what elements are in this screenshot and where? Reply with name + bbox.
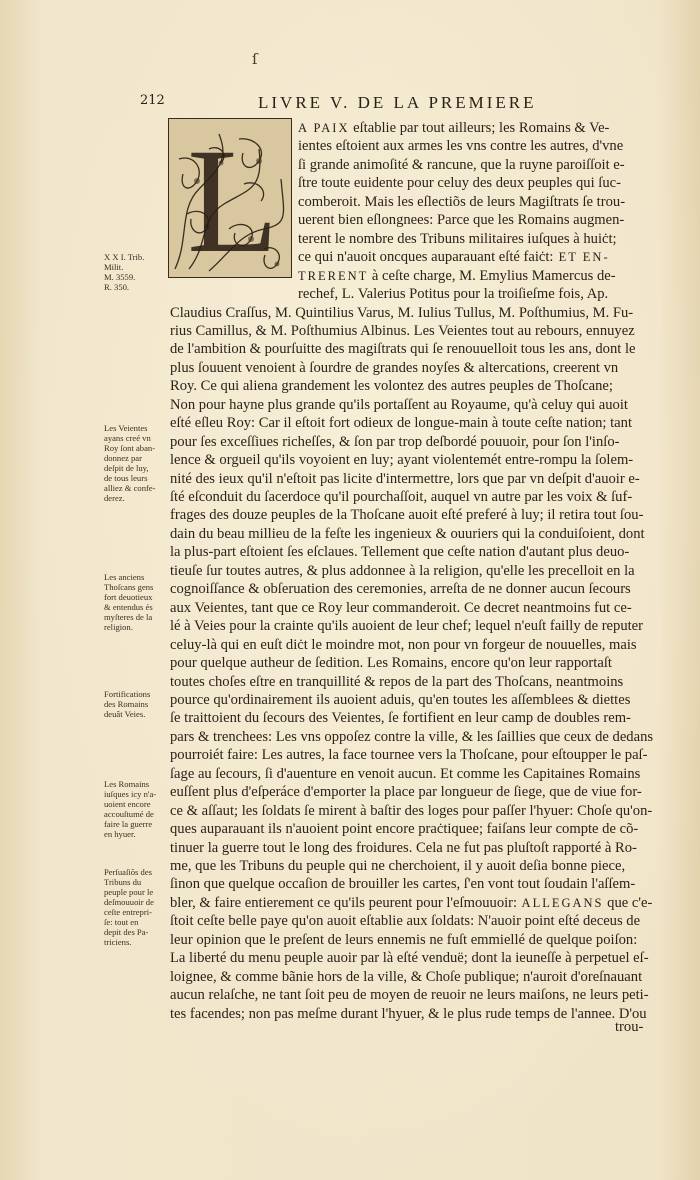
margin-note [104, 689, 150, 719]
text-line [298, 137, 636, 155]
text-line [170, 949, 649, 967]
line-text: leur opinion que le preſent de leurs ennemis ne fuſt emmiellé de quelque poiſon: [170, 931, 638, 948]
margin-note-line: Les Veientes [104, 423, 148, 433]
text-line [170, 636, 636, 654]
line-text: eſté eſleu Roy: Car il eſtoit fort odieux de longue-main à toute ceſte nation; tant [170, 415, 632, 432]
text-line [170, 875, 636, 893]
text-line [170, 340, 636, 358]
text-line [170, 709, 636, 727]
text-line [170, 912, 641, 930]
line-text: me, que les Tribuns du peuple qui ne cherchoient, il y auoit deſia bonne piece, [170, 858, 626, 874]
line-text: ſté eſconduit du ſacerdoce qu'il pourchaſſoit, auquel vn autre par les voix & ſuf- [170, 489, 633, 505]
margin-note [104, 252, 144, 292]
margin-note-line: de tous leurs [104, 473, 148, 483]
text-line [170, 802, 653, 820]
text-line [170, 820, 639, 838]
line-text: ſe traittoient du ſecours des Veientes, ſe fortifient en leur camp de doubles rem- [170, 710, 631, 727]
line-text: rechef, L. Valerius Potitus pour la troiſieſme fois, Ap. [298, 286, 609, 303]
line-text: euſſent plus d'eſperáce d'emporter la place par longueur de ſiege, que de viue for- [170, 784, 642, 801]
margin-note-line: depit des Pa- [104, 927, 149, 937]
line-text: pars & trenchees: Les vns oppoſez contre la ville, & les ſaillies que ceux de dedans [170, 728, 654, 745]
margin-note-line: Fortifications [104, 689, 151, 699]
margin-note-line: ayans creé vn [104, 433, 151, 443]
text-line [298, 285, 636, 303]
line-text: ientes eſtoient aux armes les vns contre les autres, d'vne [298, 138, 624, 155]
text-line [170, 451, 636, 469]
text-line [170, 857, 636, 875]
decorated-initial-letter [168, 118, 292, 278]
line-text: loignee, & comme bãnie hors de la ville, & Choſe publique; n'auroit d'oreſnauant [170, 968, 643, 985]
line-text: Non pour hayne plus grande qu'ils portaſſent au Royaume, qu'à celuy qui auoit [170, 396, 628, 413]
text-line [298, 193, 636, 211]
text-line [298, 267, 636, 285]
line-text: pour ſes exceſſiues richeſſes, & ſon par trop deſbordé pouuoir, pour ſon l'inſo- [170, 433, 620, 450]
margin-note-line: deuât Veies. [104, 709, 146, 719]
margin-note-line: & entendus és [104, 602, 153, 612]
line-text: comberoit. Mais les eſlectiõs de leurs Magiſtrats ſe trou- [298, 193, 626, 210]
text-line [170, 673, 636, 691]
margin-note-line: peuple pour le [104, 887, 154, 897]
text-line [170, 562, 636, 580]
line-text: rius Camillus, & M. Poſthumius Albinus. Les Veientes tout au rebours, ennuyez [170, 322, 635, 339]
text-line [170, 599, 636, 617]
text-line [298, 211, 636, 229]
line-text: terent le nombre des Tribuns militaires iuſques à huiċt; [298, 230, 617, 247]
line-text: pour quelque autheur de ſedition. Les Romains, encore qu'on leur rapportaſt [170, 655, 612, 672]
text-line [170, 691, 636, 709]
small-caps-text: A PAIX [298, 121, 350, 135]
line-text: dain du beau millieu de la feſte les ingenieux & ouuriers qui la conduiſoient, dont [170, 525, 645, 542]
line-text: la plus-part eſtoient ſes eſclaues. Tellement que ceſte nation d'autant plus deuo- [170, 544, 630, 561]
margin-note-line: en hyuer. [104, 829, 136, 839]
line-text: celuy-là qui en euſt diċt le moindre mot, non pour vn forgeur de nouuelles, mais [170, 636, 637, 653]
text-line [170, 580, 636, 598]
line-text: Roy. Ce qui aliena grandement les volontez des autres peuples de Thoſcane; [170, 378, 613, 395]
line-text: ſage au ſecours, ſi d'auenture en venoit aucun. Et comme les Capitaines Romains [170, 765, 641, 782]
line-text: pource qu'ordinairement ils auoient aduis, qu'en toutes les aſſemblees & diettes [170, 691, 631, 708]
margin-note-line: Thoſcans gens [104, 582, 154, 592]
line-text: frages des douze peuples de la Thoſcane auoit eſté preferé à luy; il retira tout ſou- [170, 507, 644, 524]
line-text: ſinon que quelque occaſion de brouiller les cartes, ſ'en vont tout ſoudain l'aſſem- [170, 876, 636, 893]
text-line [170, 765, 641, 783]
line-text: tieuſe ſur toutes autres, & plus addonnee à la religion, qu'elle les precelloit en la [170, 562, 635, 579]
margin-note-line: R. 350. [104, 282, 130, 292]
margin-note-line: Milit. [104, 262, 124, 272]
line-text: tes facendes; non pas meſme durant l'hyuer, & le plus rude temps de l'annee. D'ou [170, 1005, 647, 1022]
margin-note-line: des Romains [104, 699, 149, 709]
text-line [298, 248, 636, 266]
text-line [298, 174, 636, 192]
small-caps-text: ET EN- [553, 250, 610, 265]
text-line [170, 654, 636, 672]
line-text: eſtablie par tout ailleurs; les Romains & Ve- [349, 120, 610, 136]
margin-note [104, 423, 156, 503]
text-line [170, 488, 636, 506]
text-line [298, 156, 636, 174]
line-text: Claudius Craſſus, M. Quintilius Varus, M. Iulius Tullus, M. Poſthumius, M. Fu- [170, 304, 634, 321]
text-line [170, 728, 654, 746]
text-line [298, 119, 636, 137]
margin-note-line: ſe: tout en [104, 917, 139, 927]
line-text: ques auparauant ils n'auoient point encore praċtiquee; faiſans leur compte de cõ- [170, 821, 639, 838]
line-text: lé à Veies pour la crainte qu'ils auoient de leur chef; lequel n'euſt failly de reputer [170, 618, 644, 635]
line-text: toutes choſes eſtre en tranquillité & repos de la part des Thoſcans, neantmoins [170, 673, 624, 690]
text-line [170, 433, 636, 451]
line-text: de l'ambition & pourſuitte des magiſtrats qui ſe renouuelloit tous les ans, dont le [170, 341, 636, 358]
page-number: 212 [140, 93, 165, 108]
margin-note-line: accouſtumé de [104, 809, 154, 819]
text-line [170, 783, 642, 801]
initial-letter-glyph: L [187, 119, 279, 277]
line-text: ſtoit ceſte belle paye qu'on auoit eſtablie aux ſoldats: N'auoir point eſté deceus de [170, 913, 641, 930]
text-line [170, 525, 645, 543]
text-line [170, 839, 636, 857]
text-line [170, 322, 636, 340]
margin-note-line: X X I. Trib. [104, 252, 145, 262]
text-line [170, 414, 636, 432]
text-line [170, 617, 644, 635]
margin-note-line: deſmouuoir de [104, 897, 154, 907]
text-line [170, 304, 636, 322]
text-line [170, 396, 636, 414]
margin-note-line: myſteres de la [104, 612, 153, 622]
line-text: pourroiét faire: Les autres, la face tournee vers la Thoſcane, pour eſtoupper le paſ- [170, 747, 648, 764]
line-text: que c'e- [603, 894, 653, 911]
text-line [170, 359, 636, 377]
line-text: à ceſte charge, M. Emylius Mamercus de- [368, 267, 616, 284]
line-text: La liberté du menu peuple auoir par là eſté venduë; dont la ieuneſſe à perpetuel eſ- [170, 950, 649, 967]
ornament-initial-l-icon [169, 119, 291, 277]
margin-note [104, 867, 154, 947]
small-caps-text: ALLEGANS [517, 895, 604, 910]
line-text: bler, & faire entierement ce qu'ils peurent pour l'eſmouuoir: [170, 894, 518, 911]
text-line [298, 230, 636, 248]
text-line [170, 931, 636, 949]
margin-note-line: M. 3559. [104, 272, 136, 282]
margin-note-line: Tribuns du [104, 877, 142, 887]
running-head [140, 93, 680, 115]
line-text: aucun relaſche, ne tant ſoit peu de moyen de reuoir ne leurs maiſons, ne leurs peti- [170, 987, 649, 1004]
margin-note [104, 572, 153, 632]
margin-note-line: fort deuotieux [104, 592, 153, 602]
margin-note-line: uoient encore [104, 799, 151, 809]
line-text: nité des ieux qu'il n'eſtoit pas licite d'intermettre, lors que par vn deſpit d'auoir e- [170, 470, 640, 487]
text-line [170, 506, 644, 524]
line-text: ce qui n'auoit oncques auparauant eſté faiċt: [298, 249, 554, 266]
line-text: uerent bien eſlongnees: Parce que les Romains augmen- [298, 212, 625, 229]
margin-note-line: religion. [104, 622, 133, 632]
line-text: plus ſouuent venoient à ſourdre de grandes noyſes & altercations, creerent vn [170, 359, 619, 376]
folio-mark: ſ [252, 50, 258, 68]
line-text: ſtre toute euidente pour celuy des deux peuples qui ſuc- [298, 175, 621, 192]
line-text: tinuer la guerre tout le long des froidures. Cela ne fut pas pluſtoſt rapporté à Ro- [170, 839, 637, 856]
text-line [170, 746, 648, 764]
line-text: aux Veientes, tant que ce Roy leur commanderoit. Ce decret neantmoins fut ce- [170, 599, 632, 616]
margin-note-line: alliez & confe- [104, 483, 156, 493]
text-line [170, 968, 643, 986]
margin-note-line: deſpit de luy, [104, 463, 149, 473]
margin-note-line: derez. [104, 493, 125, 503]
margin-note-line: faire la guerre [104, 819, 153, 829]
margin-note-line: donnez par [104, 453, 142, 463]
small-caps-text: TRERENT [298, 268, 369, 283]
line-text: ce & aſſaut; les ſoldats ſe mirent à baſtir des loges pour paſſer l'hyuer: Choſe qu'on- [170, 802, 653, 819]
text-line [170, 986, 649, 1004]
text-line [170, 377, 636, 395]
margin-note-line: Roy ſont aban- [104, 443, 156, 453]
line-text: lence & orgueil qu'ils voyoient en luy; ayant violentemét entre-rompu la ſolem- [170, 452, 634, 469]
text-line [170, 543, 636, 561]
running-title: LIVRE V. DE LA PREMIERE [258, 93, 537, 112]
text-line [170, 470, 640, 488]
margin-note-line: Les Romains [104, 779, 150, 789]
line-text: cognoiſſance & obſeruation des ceremonies, arreſta de ne donner aucun ſecours [170, 581, 631, 598]
margin-note-line: iuſques icy n'a- [104, 789, 157, 799]
margin-note [104, 779, 156, 839]
text-line [170, 894, 653, 912]
margin-note-line: Les anciens [104, 572, 145, 582]
margin-note-line: triciens. [104, 937, 132, 947]
margin-note-line: Perſuaſiõs des [104, 867, 152, 877]
line-text: ſi grande animoſité & rancune, que la ruyne paroiſſoit e- [298, 156, 625, 173]
text-line [170, 1005, 647, 1023]
margin-note-line: ceſte entrepri- [104, 907, 152, 917]
catchword: trou- [615, 1019, 644, 1035]
